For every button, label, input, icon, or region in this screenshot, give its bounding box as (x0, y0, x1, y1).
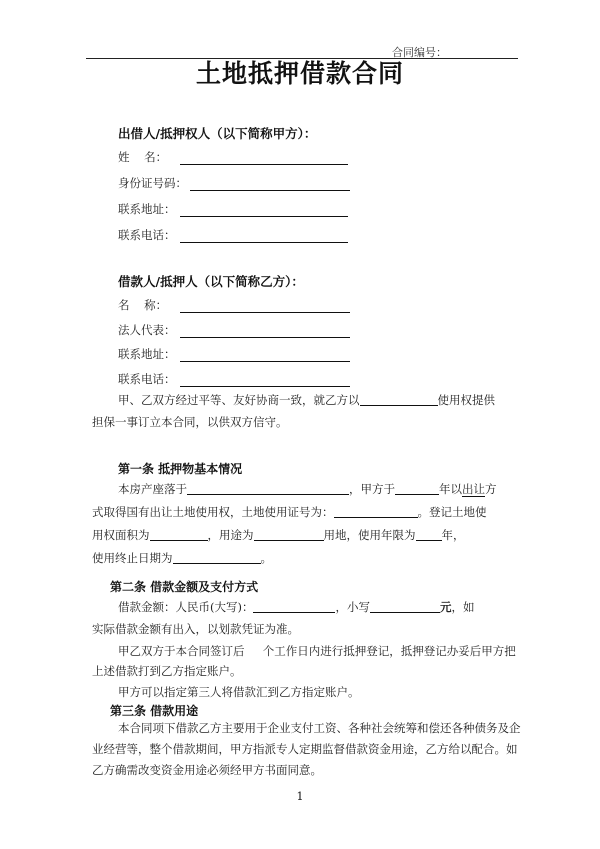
party-a-heading: 出借人/抵押权人（以下简称甲方）： (118, 126, 317, 141)
a1-text-located: 本房产座落于 (118, 482, 187, 496)
a1-term-blank[interactable] (416, 527, 442, 541)
party-b-name-label: 名 称： (118, 298, 168, 312)
intro-text-2: 使用权提供 (437, 393, 495, 407)
a1-text-year: 年以 (439, 482, 462, 496)
party-a-id-label: 身份证号码： (118, 176, 187, 190)
a1-end-date-blank[interactable] (173, 550, 261, 564)
a1-usage-blank[interactable] (254, 527, 324, 541)
article-2-para-2-line-1: 甲乙双方于本合同签订后 个工作日内进行抵押登记，抵押登记办妥后甲方把 (118, 644, 516, 658)
party-b-heading: 借款人/抵押人（以下简称乙方）： (118, 274, 304, 289)
a1-certificate-blank[interactable] (334, 504, 418, 518)
a1-text-registered: 。登记土地使 (417, 505, 487, 519)
contract-number-label: 合同编号： (392, 46, 447, 59)
a1-year-blank[interactable] (395, 481, 439, 495)
party-b-name-row (118, 297, 350, 313)
party-b-legal-rep-field[interactable] (180, 325, 350, 338)
intro-land-blank[interactable] (360, 392, 438, 406)
party-b-legal-rep-row (118, 322, 350, 338)
intro-text-1: 甲、乙双方经过平等、友好协商一致，就乙方以 (118, 393, 360, 407)
a2-text-amount-figures: ，小写 (335, 600, 370, 614)
article-1-title: 第一条 抵押物基本情况 (118, 462, 243, 476)
party-b-legal-rep-label: 法人代表： (118, 323, 176, 337)
a2-text-if: ，如 (451, 600, 475, 614)
a2-amount-words-blank[interactable] (253, 599, 335, 613)
party-a-id-row (118, 175, 350, 191)
party-b-address-row (118, 346, 350, 362)
a1-text-term: 用地，使用年限为 (323, 528, 416, 542)
party-b-address-field[interactable] (180, 349, 350, 362)
party-a-name-label: 姓 名： (118, 150, 168, 164)
article-3-line-2: 业经营等，整个借款期间，甲方指派专人定期监督借款资金用途，乙方给以配合。如 (92, 742, 518, 756)
article-1-line-4 (92, 547, 272, 570)
party-a-address-field[interactable] (180, 204, 348, 217)
a1-text-period: 。 (260, 551, 272, 565)
article-1-line-1 (118, 478, 497, 501)
party-a-name-field[interactable] (180, 152, 348, 165)
party-a-phone-field[interactable] (180, 230, 348, 243)
party-a-id-field[interactable] (190, 178, 350, 191)
party-a-phone-label: 联系电话： (118, 228, 176, 242)
article-2-para-2-line-2: 上述借款打到乙方指定账户。 (92, 664, 242, 678)
a1-text-usage: ，用途为 (207, 528, 254, 542)
party-a-address-row (118, 201, 348, 217)
a1-text-area: 用权面积为 (92, 528, 150, 542)
a1-text-transfer: 出让 (462, 482, 485, 496)
party-b-name-field[interactable] (180, 300, 350, 313)
page-number: 1 (296, 790, 304, 803)
party-b-phone-field[interactable] (180, 374, 350, 387)
a1-text-years: 年， (441, 528, 465, 542)
a2-text-amount-words: 借款金额：人民币(大写)： (118, 600, 254, 614)
article-3-line-3: 乙方确需改变资金用途必须经甲方书面同意。 (92, 763, 322, 777)
article-2-line-1 (118, 596, 474, 619)
article-1-line-3 (92, 524, 465, 547)
a1-location-blank[interactable] (187, 481, 349, 495)
a1-text-certificate: 式取得国有出让土地使用权，土地使用证号为： (92, 505, 334, 519)
a1-text-end-date: 使用终止日期为 (92, 551, 173, 565)
article-2-para-3: 甲方可以指定第三人将借款汇到乙方指定账户。 (118, 685, 360, 699)
party-a-name-row (118, 149, 348, 165)
a1-text-party-a-in: ，甲方于 (349, 482, 395, 496)
intro-line-1 (118, 389, 495, 412)
article-1-line-2 (92, 501, 487, 524)
a1-area-blank[interactable] (150, 527, 208, 541)
party-a-address-label: 联系地址： (118, 202, 176, 216)
a1-text-method: 方 (485, 482, 497, 496)
article-3-line-1: 本合同项下借款乙方主要用于企业支付工资、各种社会统筹和偿还各种债务及企 (118, 721, 521, 735)
document-title: 土地抵押借款合同 (195, 59, 404, 88)
article-2-line-2: 实际借款金额有出入，以划款凭证为准。 (92, 622, 299, 636)
party-b-phone-row (118, 371, 350, 387)
party-a-phone-row (118, 227, 348, 243)
article-3-title: 第三条 借款用途 (110, 704, 199, 718)
party-b-phone-label: 联系电话： (118, 372, 176, 386)
a2-text-yuan: 元 (439, 600, 452, 614)
party-b-address-label: 联系地址： (118, 347, 176, 361)
intro-line-2: 担保一事订立本合同，以供双方信守。 (92, 415, 288, 429)
a2-amount-figures-blank[interactable] (370, 599, 440, 613)
article-2-title: 第二条 借款金额及支付方式 (110, 580, 259, 594)
